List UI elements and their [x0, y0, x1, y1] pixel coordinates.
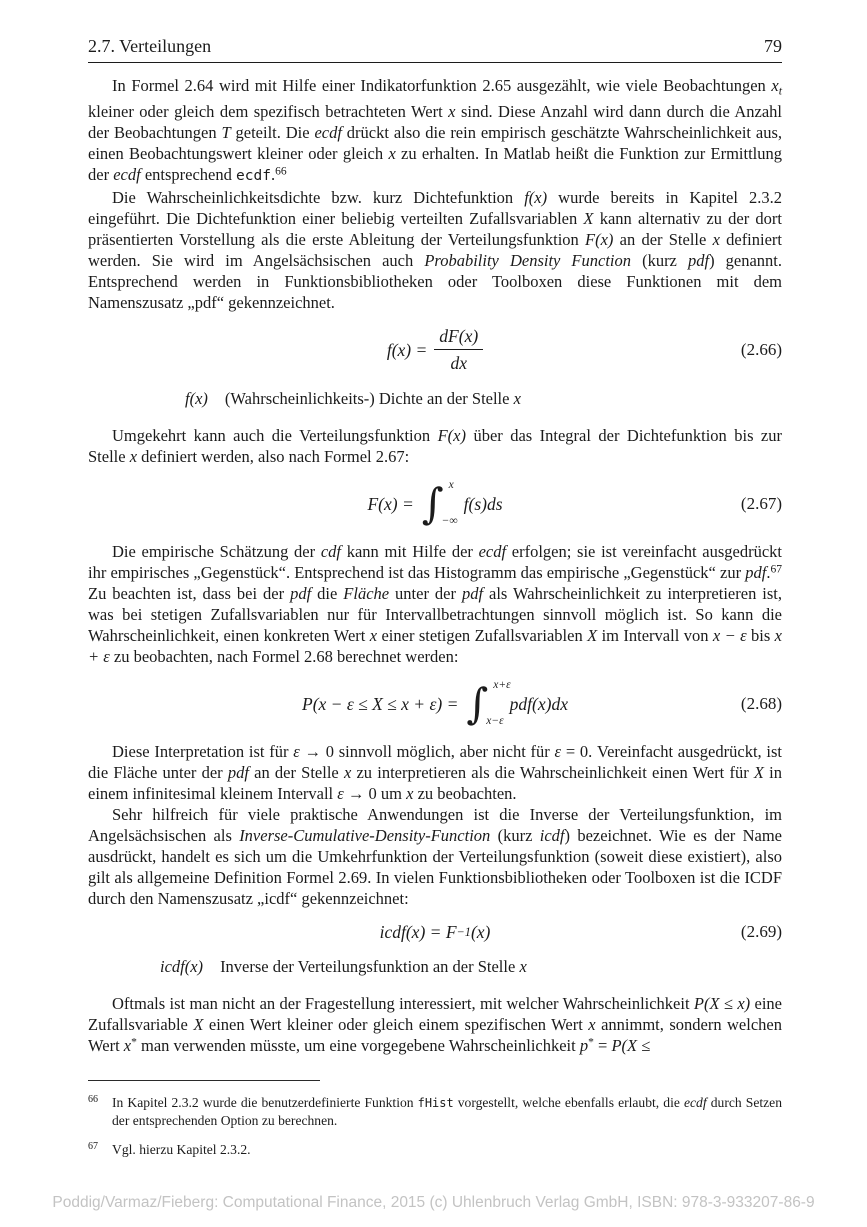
definition-f-density — [88, 388, 782, 409]
footnote-66 — [88, 1094, 782, 1131]
equation-number-266: (2.66) — [740, 340, 782, 360]
formula-267-rhs: f(s)ds — [463, 493, 503, 514]
definition-icdf — [88, 956, 782, 977]
paragraph-quantile-question: Oftmals ist man nicht an der Fragestellung interessiert, mit welcher Wahrscheinlichkeit P(X ≤ x) eine Zufallsvariable X einen Wert kleiner oder gleich einem spezifischen Wert x annimmt, sondern welchen Wert x* man verwenden müsste, um eine vorgegebene Wahrscheinlichkeit p* = P(X ≤ — [88, 993, 783, 1055]
footnote-67 — [88, 1141, 782, 1160]
footnote-marker: 67 — [88, 1140, 98, 1152]
footnote-text: In Kapitel 2.3.2 wurde die benutzerdefinierte Funktion fHist vorgestellt, welche ebenfalls erlaubt, die ecdf durch Setzen der entsprechenden Option zu berechnen. — [112, 1094, 782, 1129]
copyright-text: Poddig/Varmaz/Fieberg: Computational Finance, 2015 (c) Uhlenbruch Verlag GmbH, ISBN: 978-3-933207-86-9 — [52, 1194, 815, 1211]
formula-266-denominator: dx — [450, 353, 467, 374]
integral-sign: ∫ — [466, 678, 489, 728]
integral-sign: ∫ — [421, 478, 444, 528]
formula-268-lhs: P(x − ε ≤ X ≤ x + ε) = — [302, 693, 459, 714]
paragraph-density-function: Die Wahrscheinlichkeitsdichte bzw. kurz Dichtefunktion f(x) wurde bereits in Kapitel 2.3.2 eingeführt. Die Dichtefunktion einer beliebig verteilten Zufallsvariablen X kann alternativ zu der dort präsentierten Vorstellung als die erste Ableitung der Verteilungsfunktion F(x) an der Stelle x definiert werden. Sie wird im Angelsächsischen auch Probability Density Function (kurz pdf) genannt. Entsprechend werden in Funktionsbibliotheken oder Toolboxen diese Funktionen mit dem Namenszusatz „pdf“ gekennzeichnet. — [88, 188, 783, 313]
integral-lower-limit: −∞ — [441, 515, 458, 528]
formula-266-lhs: f(x) = — [386, 339, 428, 360]
definition-term: f(x) — [185, 388, 208, 408]
integral-upper-limit: x — [448, 478, 454, 491]
integral-lower-limit: x−ε — [486, 715, 504, 728]
footnotes-section — [88, 1080, 782, 1160]
formula-268-rhs: pdf(x)dx — [509, 693, 568, 714]
paragraph-cdf-integral: Umgekehrt kann auch die Verteilungsfunktion F(x) über das Integral der Dichtefunktion bis zur Stelle x definiert werden, also nach Formel 2.67: — [88, 425, 783, 466]
paragraph-icdf-intro: Sehr hilfreich für viele praktische Anwendungen ist die Inverse der Verteilungsfunktion, im Angelsächsischen als Inverse-Cumulative-Density-Function (kurz icdf) bezeichnet. Wie es der Name ausdrückt, handelt es sich um die Umkehrfunktion der Verteilungsfunktion (soweit diese existiert), also gilt als allgemeine Definition Formel 2.69. In vielen Funktionsbibliotheken oder Toolboxen ist die ICDF durch den Namenszusatz „icdf“ gekennzeichnet: — [88, 804, 782, 908]
formula-266-numerator: dF(x) — [434, 326, 483, 350]
footnote-text: Vgl. hierzu Kapitel 2.3.2. — [112, 1141, 251, 1157]
page-header — [88, 36, 782, 63]
formula-266-fraction — [434, 326, 483, 373]
copyright-footer — [0, 1192, 867, 1213]
footnote-divider — [88, 1080, 320, 1081]
page-number: 79 — [764, 36, 782, 56]
formula-269-rhs: (x) — [470, 921, 491, 942]
integral-upper-limit: x+ε — [493, 678, 511, 691]
paragraph-epsilon-interpretation: Diese Interpretation ist für ε → 0 sinnvoll möglich, aber nicht für ε = 0. Vereinfacht ausgedrückt, ist die Fläche unter der pdf an der Stelle x zu interpretieren als die Wahrscheinlichkeit einen Wert für X in einem infinitesimal kleinem Intervall ε → 0 um x zu beobachten. — [88, 741, 783, 803]
equation-number-267: (2.67) — [740, 493, 782, 513]
formula-2-66 — [88, 326, 782, 373]
formula-2-69: icdf(x) = F −1 (x) (2.69) — [379, 921, 782, 942]
formula-2-67 — [88, 480, 782, 528]
definition-text: Inverse der Verteilungsfunktion an der Stelle x — [220, 956, 527, 976]
formula-267-lhs: F(x) = — [367, 493, 414, 514]
section-heading: 2.7. Verteilungen — [88, 36, 212, 56]
footnote-marker: 66 — [88, 1093, 98, 1105]
formula-2-68 — [88, 680, 782, 728]
definition-text: (Wahrscheinlichkeits-) Dichte an der Stelle x — [224, 388, 521, 408]
equation-number-268: (2.68) — [740, 693, 782, 713]
definition-term: icdf(x) — [160, 956, 204, 976]
equation-number-269: (2.69) — [740, 921, 782, 941]
paragraph-ecdf-estimation: Die empirische Schätzung der cdf kann mit Hilfe der ecdf erfolgen; sie ist vereinfacht ausgedrückt ihr empirisches „Gegenstück“. Entsprechend ist das Histogramm das empirische „Gegenstück“ zur pdf.$^{67}$ Zu beachten ist, dass bei der pdf die Fläche unter der pdf als Wahrscheinlichkeit zu interpretieren ist, was bei stetigen Zufallsvariablen nur für Intervallbetrachtungen sinnvoll möglich ist. So kann die Wahrscheinlichkeit, einen konkreten Wert x einer stetigen Zufallsvariablen X im Intervall von x − ε bis x + ε zu beobachten, nach Formel 2.68 berechnet werden: — [88, 541, 783, 666]
formula-269-lhs: icdf(x) = F — [379, 921, 457, 942]
formula-268-integral — [466, 678, 511, 728]
paragraph-ecdf-intro: In Formel 2.64 wird mit Hilfe einer Indikatorfunktion 2.65 ausgezählt, wie viele Beobachtungen $x_t$ kleiner oder gleich dem spezifisch betrachteten Wert x sind. Diese Anzahl wird dann durch die Anzahl der Beobachtungen T geteilt. Die ecdf drückt also die rein empirisch geschätzte Wahrscheinlichkeit aus, einen Beobachtungswert kleiner oder gleich x zu erhalten. In Matlab heißt die Funktion zur Ermittlung der ecdf entsprechend ecdf.$^{66}$ — [88, 76, 783, 185]
formula-267-integral — [422, 480, 461, 528]
